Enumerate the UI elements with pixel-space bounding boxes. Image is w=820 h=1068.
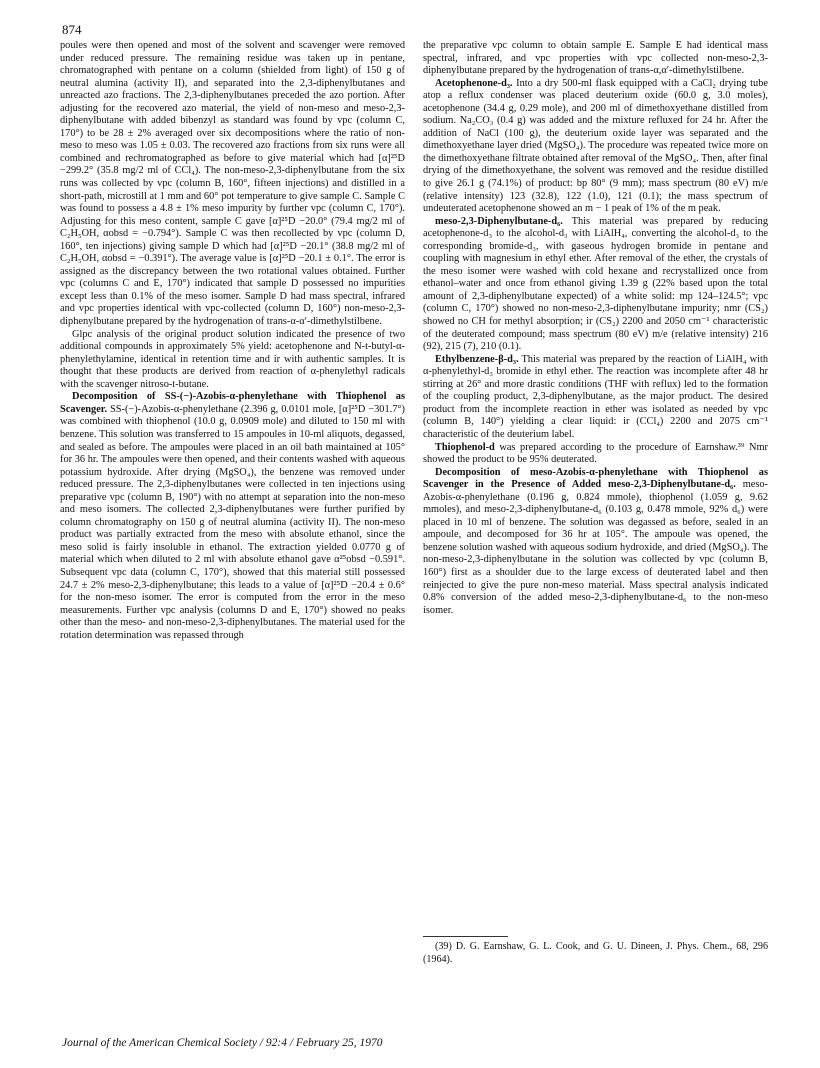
footnote-rule [423,936,508,937]
left-column [60,40,405,642]
section-heading: Decomposition of SS-(−)-Azobis-α-phenylethane with Thiophenol as Scavenger. [60,391,405,415]
paragraph [60,391,405,642]
paragraph-body: meso-Azobis-α-phenylethane (0.196 g, 0.824 mmole), thiophenol (1.059 g, 9.62 mmoles), and meso-2,3-diphenylbutane-d₆ (0.103 g, 0.478 mmole, 92% d₆) were placed in 10 ml of benzene. The solution was degassed as before, sealed in an ampoule, and decomposed for 36 hr at 105°. The ampoule was opened, the benzene solution washed with aqueous sodium hydroxide, and dried (MgSO₄). The non-meso-2,3-diphenylbutane in the solution was collected by vpc (column B, 160°) first as a shoulder due to the large excess of deuterated label and then reinjected to give the pure non-meso material. Mass spectral analysis indicated 0.8% conversion of the added meso-2,3-diphenylbutane-d₆ to the non-meso isomer. [423,479,769,616]
paragraph [423,467,768,618]
paragraph [423,354,768,442]
paragraph [423,442,768,467]
paragraph [423,78,768,216]
paragraph: the preparative vpc column to obtain sample E. Sample E had identical mass spectral, infrared, and vpc properties with vpc collected non-meso-2,3-diphenylbutane prepared by the hydrogenation of trans-α,α′-dimethylstilbene. [423,40,768,77]
page-number: 874 [62,22,82,37]
section-heading: Thiophenol-d [435,441,495,453]
footnote: (39) D. G. Earnshaw, G. L. Cook, and G. U. Dineen, J. Phys. Chem., 68, 296 (1964). [423,941,768,965]
journal-footer: Journal of the American Chemical Society / 92:4 / February 25, 1970 [62,1037,383,1049]
section-heading: Ethylbenzene-β-d₃. [435,353,519,365]
right-column [423,40,768,617]
paragraph [423,216,768,354]
paragraph-body: This material was prepared by reducing acetophenone-d₃ to the alcohol-d₃ with LiAlH₄, converting the alcohol-d₃ to the corresponding bromide-d₃, with gaseous hydrogen bromide in pentane and coupling with magnesium in ethyl ether. After removal of the ether, the crystals of the meso isomer were washed with cold hexane and recrystallized once from ethanol–water and once from ethanol giving 1.39 g (22% based upon the total amount of 2,3-diphenylbutane expected) of a white solid: mp 124–124.5°; vpc (column C, 170°) showed no non-meso-2,3-diphenylbutane impurity; nmr (CS₂) showed no CH for methyl absorption; ir (CS₂) 2200 and 2050 cm⁻¹ characteristic of the deuterated compound; mass spectrum (80 eV) m/e (relative intensity) 216 (92), 215 (7), 210 (0.1). [423,215,768,353]
paragraph-body: Into a dry 500-ml flask equipped with a CaCl₂ drying tube atop a reflux condenser was placed deuterium oxide (60.0 g, 3.0 moles), acetophenone (34.4 g, 0.29 mole), and 200 ml of dimethoxyethane distilled from sodium. Na₂CO₃ (0.4 g) was added and the mixture refluxed for 24 hr. After the addition of NaCl (100 g), the deuterium oxide layer was separated and the dimethoxyethane layer dried (MgSO₄). The procedure was repeated twice more on the dimethoxyethane filtrate obtained after removal of the MgSO₄. Then, after final drying of the dimethoxyethane, the solvent was removed and the residue distilled to give 26.1 g (74.1%) of product: bp 80° (9 mm); mass spectrum (80 eV) m/e (relative intensity) 123 (32.8), 122 (1.0), 121 (0.1); the mass spectrum of undeuterated acetophenone showed an m − 1 peak of 1% of the m peak. [423,77,768,215]
paragraph-body: This material was prepared by the reaction of LiAlH₄ with α-phenylethyl-d₃ bromide in ethyl ether. The reaction was incomplete after 48 hr stirring at 26° and more drastic conditions (THF with reflux) led to the formation of the coupling product, 2,3-diphenylbutane, as the major product. The desired product from the incomplete reaction in ether was isolated as needed by vpc (column B, 140°) yielding a clear liquid: ir (CCl₄) 2200 and 2075 cm⁻¹ characteristic of the deuterium label. [423,353,768,440]
section-heading: Acetophenone-d₃. [435,77,513,89]
paragraph: Glpc analysis of the original product solution indicated the presence of two additional compounds in approximately 5% yield: acetophenone and N-t-butyl-α-phenylethylamine, identical in retention time and ir with authentic samples. It is thought that these products are derived from reaction of α-phenylethyl radicals with the scavenger nitroso-t-butane. [60,328,405,390]
paragraph-body: was prepared according to the procedure of Earnshaw.³⁹ Nmr showed the product to be 95% deuterated. [423,441,768,466]
section-heading: meso-2,3-Diphenylbutane-d₆. [435,215,563,227]
paragraph: poules were then opened and most of the solvent and scavenger were removed under reduced pressure. The remaining residue was taken up in pentane, chromatographed with pentane on a column (shielded from light) of 150 g of neutral alumina (activity II), and separated into the 2,3-diphenylbutanes and unreacted azo fractions. The 2,3-diphenylbutanes preceded the azo portion. After adjusting for the recovered azo material, the yield of non-meso and meso-2,3-diphenylbutane with added bibenzyl as standard was found by vpc (column C, 170°) to be 28 ± 2% averaged over six decompositions where the ratio of non-meso to meso was 1.05 ± 0.03. The recovered azo fractions from six runs were all combined and rechromatographed as before to give material which had [α]²⁵D −299.2° (35.8 mg/2 ml of CCl₄). The non-meso-2,3-diphenylbutane from the six runs was collected by vpc (column B, 160°, fifteen injections) and distilled in a short-path, microstill at 1 mm and 60° pot temperature to give sample C. Sample C was found to possess a 4.8 ± 1% meso impurity by further vpc (column C, 170°). Adjusting for this meso content, sample C gave [α]²⁵D −20.0° (79.4 mg/2 ml of C₂H₅OH, αobsd = −0.794°). Sample C was then recollected by vpc (column D, 160°, ten injections) giving sample D which had [α]²⁵D −20.1° (38.8 mg/2 ml of C₂H₅OH, αobsd = −0.391°). The average value is [α]²⁵D −20.1 ± 0.1°. The error is assigned as the discrepancy between the two rotational values obtained. Further vpc (columns C and E, 170°) indicated that sample D possessed no impurities except less than 0.1% of the meso isomer. Sample D had mass spectral, infrared and vpc properties identical with vpc-collected (column D, 160°) non-meso-2,3-diphenylbutane prepared by the hydrogenation of trans-α-α′-dimethylstilbene. [60,40,405,328]
section-heading: Decomposition of meso-Azobis-α-phenylethane with Thiophenol as Scavenger in the Presence of Added meso-2,3-Diphenylbutane-d₆. [423,466,768,491]
paragraph-body: SS-(−)-Azobis-α-phenylethane (2.396 g, 0.0101 mole, [α]²⁵D −301.7°) was combined with thiophenol (10.0 g, 0.0909 mole) and diluted to 150 ml with benzene. This solution was transferred to 15 ampoules in 10-ml aliquots, degassed, and sealed as before. The ampoules were placed in an oil bath maintained at 105° for 36 hr. The ampoules were then opened, and their contents washed with aqueous potassium hydroxide. After drying (MgSO₄), the benzene was removed under reduced pressure. The 2,3-diphenylbutanes were collected in ten injections using preparative vpc (column B, 190°) with no attempt at separation into the non-meso and meso isomers. The collected 2,3-diphenylbutanes were further purified by column chromatography on 150 g of neutral alumina (activity II). The non-meso product was partially extracted from the meso with absolute ethanol, since the meso solid is fairly insoluble in ethanol. The extraction yielded 0.0770 g of material which when diluted to 2 ml with absolute ethanol gave α²⁵obsd −0.591°. Subsequent vpc data (column C, 170°), showed that this material still possessed 24.7 ± 2% meso-2,3-diphenylbutane; this leads to a value of [α]²⁵D −20.4 ± 0.6° for the non-meso isomer. The error is computed from the error in the meso measurements. Further vpc analysis (columns D and E, 170°) showed no peaks other than the meso- and non-meso-2,3-diphenylbutanes. The material used for the rotation determination was repassed through [60,403,405,641]
